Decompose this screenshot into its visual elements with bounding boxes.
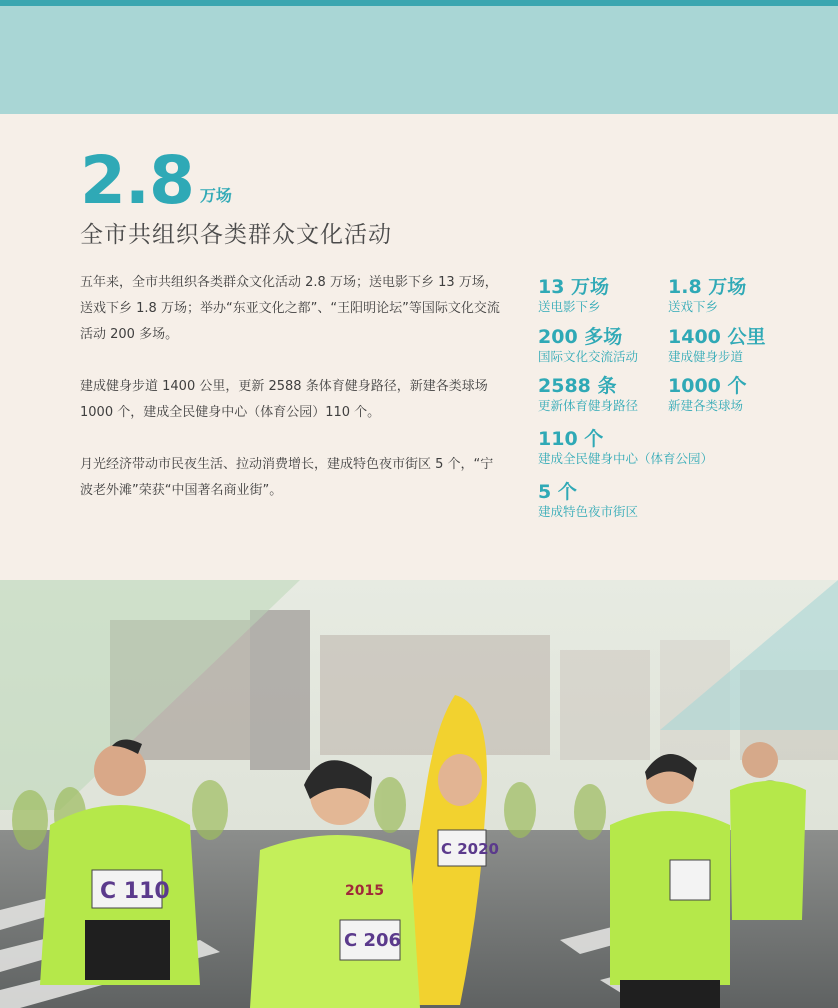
stat-value: 13 万场 [538, 276, 610, 298]
stat-value: 1.8 万场 [668, 276, 747, 298]
paragraph: 建成健身步道 1400 公里，更新 2588 条体育健身路径，新建各类球场 1000 个，建成全民健身中心（体育公园）110 个。 [80, 379, 488, 420]
hero-number: 2.8 [80, 142, 194, 219]
stat-label: 建成健身步道 [668, 349, 744, 364]
body-text [80, 270, 500, 530]
bib-number: C 110 [100, 879, 170, 904]
marathon-photo [0, 580, 838, 1008]
stat-item [668, 326, 766, 366]
bib-number: C 2020 [441, 840, 499, 858]
stat-item [668, 276, 746, 316]
header-band [0, 6, 838, 114]
stat-label: 国际文化交流活动 [538, 349, 639, 364]
stat-label: 建成特色夜市街区 [538, 504, 639, 519]
stat-item [538, 276, 609, 316]
stat-item [538, 481, 638, 521]
hero-stat [80, 142, 232, 219]
stat-value: 5 个 [538, 481, 577, 503]
stat-label: 送戏下乡 [668, 299, 719, 314]
stat-item [538, 326, 638, 366]
stat-label: 建成全民健身中心（体育公园） [538, 451, 714, 466]
stat-value: 1000 个 [668, 375, 747, 397]
stat-value: 1400 公里 [668, 326, 766, 348]
building [320, 635, 550, 755]
shirt-text: 2015 [345, 883, 384, 899]
stat-value: 110 个 [538, 428, 604, 450]
marathon-illustration [0, 580, 838, 1008]
stat-value: 200 多场 [538, 326, 623, 348]
stat-item [538, 428, 713, 468]
hero-unit: 万场 [199, 186, 232, 205]
stat-value: 2588 条 [538, 375, 617, 397]
stat-item [538, 375, 638, 415]
stat-label: 更新体育健身路径 [538, 398, 639, 413]
hero-title: 全市共组织各类群众文化活动 [80, 222, 392, 248]
paragraph: 月光经济带动市民夜生活、拉动消费增长，建成特色夜市街区 5 个，“宁波老外滩”荣获“中国著名商业街”。 [80, 457, 494, 498]
stat-item [668, 375, 747, 415]
stat-label: 送电影下乡 [538, 299, 601, 314]
bib-number: C 206 [344, 930, 402, 951]
stat-label: 新建各类球场 [668, 398, 744, 413]
paragraph: 五年来，全市共组织各类群众文化活动 2.8 万场；送电影下乡 13 万场，送戏下乡 1.8 万场；举办“东亚文化之都”、“王阳明论坛”等国际文化交流活动 200 多场。 [80, 275, 500, 342]
